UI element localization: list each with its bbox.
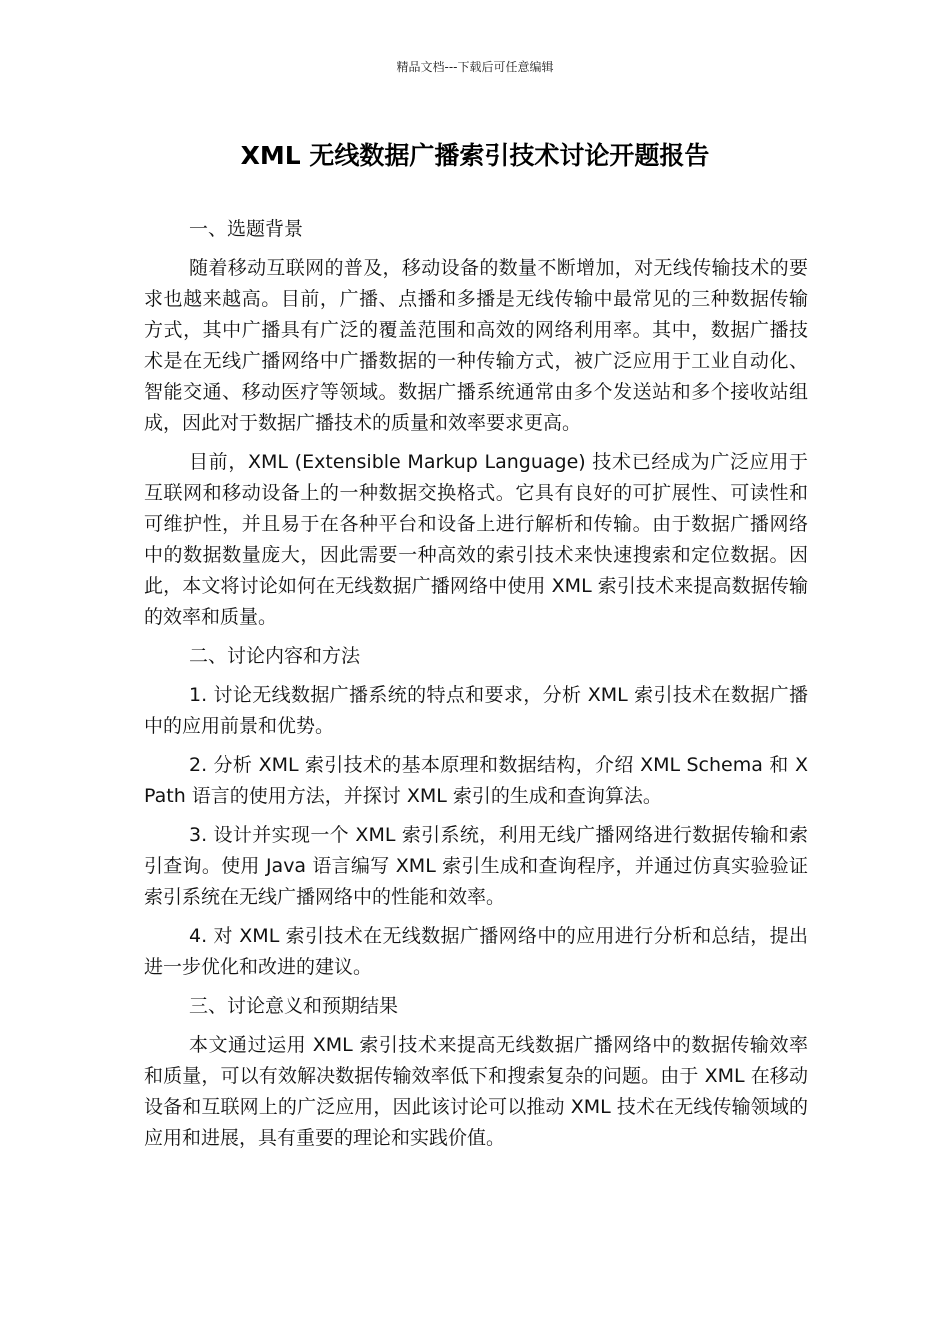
page-header: 精品文档---下载后可任意编辑 xyxy=(396,60,554,74)
section-heading-content-methods: 二、讨论内容和方法 xyxy=(189,645,361,667)
list-item-1: 1. 讨论无线数据广播系统的特点和要求，分析 XML 索引技术在数据广播中的应用前景和优势。 xyxy=(144,684,808,737)
document-body xyxy=(144,214,808,1162)
list-item-2: 2. 分析 XML 索引技术的基本原理和数据结构，介绍 XML Schema 和 XPath 语言的使用方法，并探讨 XML 索引的生成和查询算法。 xyxy=(144,754,808,807)
list-item-4: 4. 对 XML 索引技术在无线数据广播网络中的应用进行分析和总结，提出进一步优化和改进的建议。 xyxy=(144,925,808,978)
section-heading-significance: 三、讨论意义和预期结果 xyxy=(189,995,399,1017)
list-item-3: 3. 设计并实现一个 XML 索引系统，利用无线广播网络进行数据传输和索引查询。使用 Java 语言编写 XML 索引生成和查询程序，并通过仿真实验验证索引系统在无线广播网络中的性能和效率。 xyxy=(144,824,808,908)
paragraph-background-1: 随着移动互联网的普及，移动设备的数量不断增加，对无线传输技术的要求也越来越高。目前，广播、点播和多播是无线传输中最常见的三种数据传输方式，其中广播具有广泛的覆盖范围和高效的网络利用率。其中，数据广播技术是在无线广播网络中广播数据的一种传输方式，被广泛应用于工业自动化、智能交通、移动医疗等领域。数据广播系统通常由多个发送站和多个接收站组成，因此对于数据广播技术的质量和效率要求更高。 xyxy=(144,257,808,434)
paragraph-background-2: 目前，XML (Extensible Markup Language) 技术已经成为广泛应用于互联网和移动设备上的一种数据交换格式。它具有良好的可扩展性、可读性和可维护性，并且易于在各种平台和设备上进行解析和传输。由于数据广播网络中的数据数量庞大，因此需要一种高效的索引技术来快速搜索和定位数据。因此，本文将讨论如何在无线数据广播网络中使用 XML 索引技术来提高数据传输的效率和质量。 xyxy=(144,451,808,628)
paragraph-significance: 本文通过运用 XML 索引技术来提高无线数据广播网络中的数据传输效率和质量，可以有效解决数据传输效率低下和搜索复杂的问题。由于 XML 在移动设备和互联网上的广泛应用，因此该讨论可以推动 XML 技术在无线传输领域的应用和进展，具有重要的理论和实践价值。 xyxy=(144,1034,808,1149)
document-title: XML 无线数据广播索引技术讨论开题报告 xyxy=(240,141,710,170)
section-heading-background: 一、选题背景 xyxy=(189,218,304,240)
